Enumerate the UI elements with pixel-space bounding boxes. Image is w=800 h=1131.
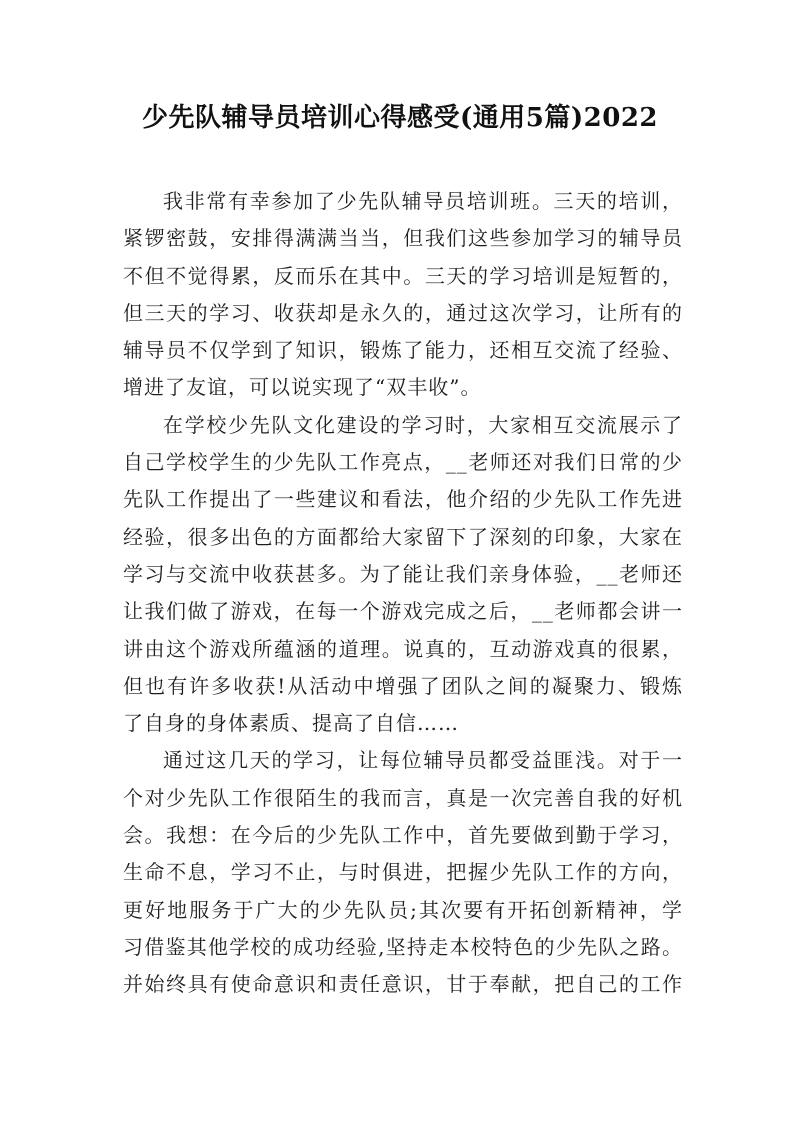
paragraph-2 bbox=[123, 407, 683, 743]
text-line: 紧锣密鼓，安排得满满当当，但我们这些参加学习的辅导员 bbox=[123, 226, 683, 251]
text-line: 更好地服务于广大的少先队员;其次要有开拓创新精神，学 bbox=[123, 897, 683, 922]
text-line: 但也有许多收获!从活动中增强了团队之间的凝聚力、锻炼 bbox=[123, 673, 683, 698]
text-line: 并始终具有使命意识和责任意识，甘于奉献，把自己的工作 bbox=[123, 972, 683, 997]
text-line: 不但不觉得累，反而乐在其中。三天的学习培训是短暂的， bbox=[123, 263, 683, 288]
paragraph-1 bbox=[123, 183, 683, 407]
text-line: 增进了友谊，可以说实现了“双丰收”。 bbox=[123, 375, 482, 400]
text-line: 会。我想：在今后的少先队工作中，首先要做到勤于学习， bbox=[123, 823, 683, 848]
text-line: 先队工作提出了一些建议和看法，他介绍的少先队工作先进 bbox=[123, 487, 683, 512]
text-line: 我非常有幸参加了少先队辅导员培训班。三天的培训， bbox=[163, 189, 683, 213]
document-body bbox=[123, 183, 683, 1004]
text-line: 习借鉴其他学校的成功经验,坚持走本校特色的少先队之路。 bbox=[123, 934, 683, 959]
text-line: 辅导员不仅学到了知识，锻炼了能力，还相互交流了经验、 bbox=[123, 338, 683, 363]
text-line: 生命不息，学习不止，与时俱进，把握少先队工作的方向， bbox=[123, 860, 683, 885]
document-title: 少先队辅导员培训心得感受(通用5篇)2022 bbox=[141, 103, 659, 133]
text-line: 通过这几天的学习，让每位辅导员都受益匪浅。对于一 bbox=[163, 748, 683, 773]
text-line: 自己学校学生的少先队工作亮点，__老师还对我们日常的少 bbox=[123, 450, 683, 475]
text-line: 个对少先队工作很陌生的我而言，真是一次完善自我的好机 bbox=[123, 785, 683, 810]
text-line: 讲由这个游戏所蕴涵的道理。说真的，互动游戏真的很累， bbox=[123, 636, 683, 661]
text-line: 了自身的身体素质、提高了自信…… bbox=[123, 711, 459, 736]
paragraph-3 bbox=[123, 742, 683, 1003]
text-line: 经验，很多出色的方面都给大家留下了深刻的印象，大家在 bbox=[123, 524, 683, 549]
text-line: 学习与交流中收获甚多。为了能让我们亲身体验，__老师还 bbox=[123, 561, 683, 586]
text-line: 让我们做了游戏，在每一个游戏完成之后，__老师都会讲一 bbox=[123, 599, 683, 624]
text-line: 但三天的学习、收获却是永久的，通过这次学习，让所有的 bbox=[123, 300, 683, 325]
text-line: 在学校少先队文化建设的学习时，大家相互交流展示了 bbox=[163, 412, 683, 437]
